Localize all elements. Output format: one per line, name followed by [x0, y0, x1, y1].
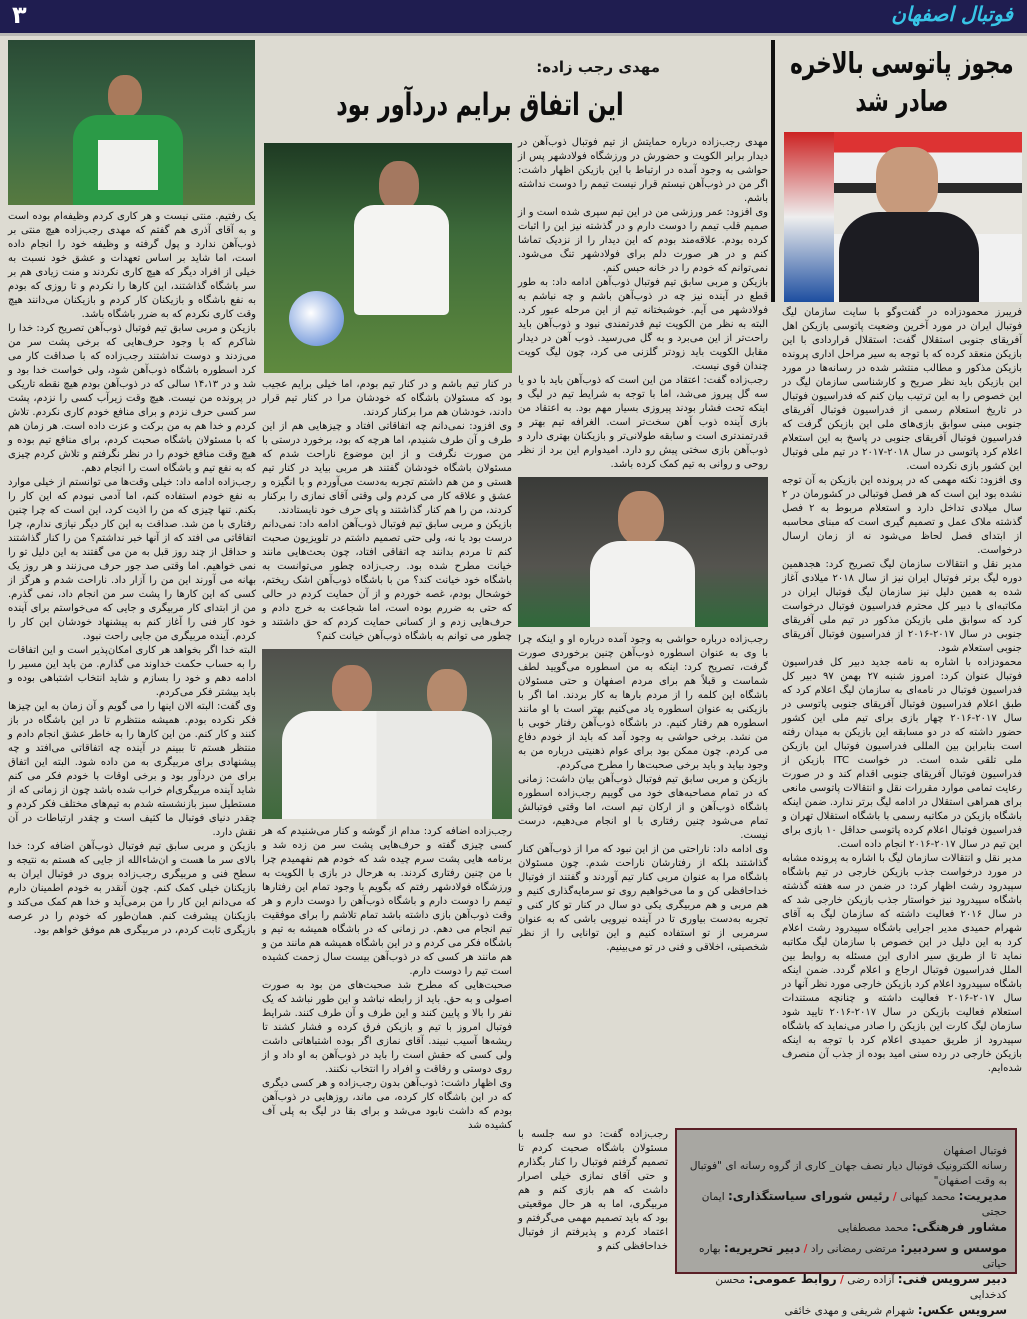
credit-label: دبیر سرویس فنی: [897, 1272, 1007, 1286]
credit-label: دبیر تحریریه: [723, 1241, 801, 1255]
credit-value: محمد کیهانی [900, 1191, 956, 1203]
paragraph: وی افزود: نمی‌دانم چه اتفاقاتی افتاد و چیزهایی هم از این طرف و آن طرف شنیدم، اما هرچه که بود، برخورد درستی با من صورت نگرفت و از این موضوع ناراحت شدم که مسئولان باشگاه خودشان گفتند هر مربی بیاید در کنار تیم هستی و من هم داشتم تجربه به‌دست می‌آوردم و با انگیزه و عشق و علاقه کار می کردم ولی وقتی آقای نمازی را برکنار کردند، من را هم کنار گذاشتند و پای حرف خود نایستادند. [262, 421, 512, 516]
article2-headline: این اتفاق برایم دردآور بود [336, 87, 624, 123]
article2-column-2-end [518, 1128, 668, 1278]
paragraph: در کنار تیم باشم و در کنار تیم بودم، اما خیلی برایم عجیب بود که مسئولان باشگاه که خودشان مرا در کنار تیم قرار دادند، خودشان هم مرا برکنار کردند. [262, 379, 512, 418]
paragraph: بازیکن و مربی سابق تیم فوتبال ذوب‌آهن ادامه داد: نمی‌دانم درست بود یا نه، ولی حتی تصمیم داشتم در تلویزیون صحبت کنم تا مردم بدانند چه اتفاقی افتاد، چون بحث‌هایی مانند خیانت مطرح شده بود. رجب‌زاده چطور می‌توانست به باشگاه خود خیانت کند؟ من با باشگاه ذوب‌آهن اشک ریختم، خوشحال بودم، غصه خوردم و از آن حمایت کردم در حالی که حتی به ضررم بوده است، اما شجاعت به خرج دادم و حرف‌هایی زدم و از کسانی حمایت کردم که حق داشتند و چطور می توانم به باشگاه ذوب‌آهن خیانت کنم؟ [262, 519, 512, 642]
credit-label: مشاور فرهنگی: [911, 1220, 1007, 1234]
credits-box [675, 1128, 1017, 1317]
separator: / [892, 1191, 897, 1203]
paragraph: بازیکن و مربی سابق تیم فوتبال ذوب‌آهن تصریح کرد: خدا را شاکرم که با وجود حرف‌هایی که برخی پشت سر من می‌زدند و دوست نداشتند رجب‌زاده که با صداقت کار می کرد اسطوره باشگاه ذوب‌آهن شود، ولی خواست خدا بود و شد و در ۱۴،۱۳ سالی که در ذوب‌آهن بودم هیچ نقطه تاریکی در پرونده من نیست. هیچ وقت زیرآب کسی را نزدم، پشت سر کسی حرف نزدم و برای منافع خودم کاری نکردم. تلاش کردم و خدا هم به من برکت و عزت داده است. هر زمان هم که با مسئولان باشگاه صحبت کردم، برای منافع تیم بوده و هیچ وقت منافع خودم را در نظر نگرفتم و تلاش کردم چیزی که به نفع تیم و باشگاه است را انجام دهم. [8, 323, 256, 474]
paragraph: وی افزود: عمر ورزشی من در این تیم سپری شده است و از صمیم قلب تیمم را دوست دارم و در گذشته نیز این را اثبات کرده بودم. علاقه‌مند بودم که این دیدار را از نزدیک تماشا کنم و در هر صورت دلم برای فولادشهر تنگ می‌شود. نمی‌توانم که خودم را در خانه حبس کنم. [518, 207, 768, 274]
paragraph: وی گفت: البته الان اینها را می گویم و آن زمان به این چیزها فکر نکرده بودم. همیشه منتظرم تا در این باشگاه در باز کنند و کار کنم. من این کارها را به خاطر عشق انجام دادم و منتظر هستم تا ببینم در آینده چه اتفاقاتی می‌افتد و چه پیشنهادی برای مربیگری به من داده شود. البته این اتفاق برای من دردآور بود و برخی اوقات با خودم فکر می کنم شاید آینده مربیگری‌ام خراب شده باشد چون از زمانی که از مستطیل سبز بازنشسته شدم به تیم‌های مختلف فکر کردم و چقدر دنیای فوتبال ما کثیف است و چقدر ارتباطات در آن نقش دارد. [8, 701, 256, 838]
player-kicking-ball-photo [264, 143, 512, 373]
credit-value: شهرام شریفی و مهدی خائفی [784, 1305, 915, 1317]
article1-body [782, 306, 1022, 1122]
paragraph: بازیکن و مربی سابق تیم فوتبال ذوب‌آهن ادامه داد: به طور قطع در آینده نیز چه در ذوب‌آهن باشم و چه نباشم به فولادشهر می آیم. خوشبختانه تیم از این مرحله عبور کرد. البته به نظر من الکویت تیم قدرتمندی نبود و ذوب‌آهن باید راحت‌تر از این می‌برد و به گل می‌رسید. ذوب آهن در دیدار مقابل الکویت باید زودتر گلزنی می کرد، چون لیگ کویت چندان قوی نیست. [518, 277, 768, 372]
credit-value: محمد مصطفایی [837, 1222, 909, 1234]
credit-label: مدیریت: [958, 1189, 1007, 1203]
article2-kicker: مهدی رجب زاده: [536, 58, 660, 76]
paragraph: مدیر نقل و انتقالات سازمان لیگ با اشاره به پرونده مشابه در مورد درخواست جذب بازیکن خارجی در تیم باشگاه سپیدرود رشت اظهار کرد: در ضمن در سه هفته گذشته باشگاه سپیدرود نیز خواستار جذب بازیکن خارجی شد که در سال ۲۰۱۶ فعالیت داشته که سازمان لیگ به آقای شهرام حمیدی مدیر اجرایی باشگاه سپیدرود رشت اعلام کرد به این دلیل در این خصوص با سازمان لیگ مکاتبه نماید تا از طریق سیر اداری این مسئله به روابط بین الملل فدراسیون فوتبال ارجاع و اعلام گردد. ضمن اینکه باشگاه سپیدرود اعلام کرد بازیکن خارجی مورد نظر آنها در سال ۲۰۱۷-۲۰۱۶ فعالیت داشته و چنانچه مستندات استعلام فعالیت بازیکن در سال ۲۰۱۷-۲۰۱۶ تایید شود سازمان لیگ کارت این بازیکن را صادر می‌نماید که باشگاه سپیدرود از طریق حمیدی اعلام کرد با توجه به اینکه بازیکن خارجی در رده سنی امید بوده از جذب آن منصرف شده‌ایم. [782, 853, 1022, 1074]
press-conference-photo [784, 132, 1022, 302]
column-divider [771, 40, 775, 302]
credit-label: روابط عمومی: [748, 1272, 837, 1286]
publication-description: رسانه الکترونیک فوتبال دیار نصف جهان_ کاری از گروه رسانه ای "فوتبال به وقت اصفهان" [689, 1160, 1007, 1187]
paragraph: بازیکن و مربی سابق تیم فوتبال ذوب‌آهن بیان داشت: زمانی که در تمام مصاحبه‌های خود می گوییم رجب‌زاده اسطوره باشگاه ذوب‌آهن و از ارکان تیم است، اما وقتی فوتبالش تمام می‌شود چنین رفتاری با او انجام می‌دهیم، درست نیست. [518, 774, 768, 841]
paragraph: رجب‌زاده ادامه داد: خیلی وقت‌ها می توانستم از خیلی موارد به نفع خودم استفاده کنم، اما آدمی نبودم که این کار را بکنم. تنها چیزی که من را اذیت کرد، این است که چرا چنین رفتاری با من شد. صداقت به این کار دیگر نیازی ندارم، چرا اتفاقاتی می افتد که از آنها خبر نداشتم؟ من را کنار گذاشتند و حداقل از چند روز قبل به من می گفتند به این دلیل تو را نمی خواهیم. اما وقتی صد جور حرف می‌زنند و هر روز یک بهانه می آورند این من را آزار داد. ناراحت شدم و هرگز از کسی که این کارها را پشت سر من انجام داد، نمی گذرم. من از ابتدای کار مربیگری و جایی که می‌خواستم برای آینده خود کار فنی را آغاز کنم به پیشنهاد خودشان این کار را کردم. آینده مربیگری من جایی راحت نبود. [8, 477, 256, 642]
players-embrace-photo [262, 649, 512, 819]
credit-value: بهاره حیاتی [699, 1243, 1007, 1270]
paragraph: رجب‌زاده گفت: اعتقاد من این است که ذوب‌آهن باید با دو یا سه گل پیروز می‌شد، اما با توجه به شرایط تیم در لیگ و اینکه تحت فشار بودند پیروزی بسیار مهم بود. به اعتقاد من بازی آینده ذوب آهن سخت‌تر است. الغرافه تیم بهتر و قدرتمندتری است و سابقه طولانی‌تر و بازیکنان بهتری دارد و ذوب‌آهن بازی سختی پیش رو دارد. امیدوارم این برد از نظر روحی و روانی به تیم کمک کرده باشد. [518, 375, 768, 470]
player-celebration-photo [8, 40, 255, 205]
paragraph: فریبرز محمودزاده در گفت‌وگو با سایت سازمان لیگ فوتبال ایران در مورد آخرین وضعیت پاتوسی بازیکن اهل آفریقای جنوبی استقلال گفت: استقلال قراردادی با این بازیکن منعقد کرده که با توجه به سیر مراحل اداری پرونده بازیکن مذکور و مطالب منتشر شده در رسانه‌ها در مورد این بازیکن باید نظر صریح و کارشناسی سازمان لیگ در این خصوص را به این ترتیب بیان کنم که فدراسیون فوتبال در تاریخ استعلام رسمی از فدراسیون فوتبال آفریقای جنوبی مبنی سوابق بازی‌های ملی این بازیکن گرفت که فدراسیون فوتبال آفریقای جنوبی در پاسخ به این استعلام اعلام کرد پاتوسی در سال ۲۰۱۸-۲۰۱۷ در تیم ملی فوتبال این کشور بازی نکرده است. [782, 307, 1022, 472]
separator: / [840, 1274, 844, 1286]
separator: / [803, 1243, 808, 1255]
credit-value: ایمان حجتی [701, 1191, 1007, 1218]
publication-logo: فوتبال اصفهان [891, 2, 1013, 26]
article2-column-3 [262, 378, 512, 1278]
article1-headline: مجوز پاتوسی بالاخره صادر شد [790, 46, 1014, 118]
paragraph: صحبت‌هایی که مطرح شد صحبت‌های من بود به صورت اصولی و به حق. باید از رابطه نباشد و این طور نباشد که یک نفر را بالا و پایین کنند و این طرف و آن طرف کنند. شرایط فوتبال امروز با تیم و بازیکن فرق کرده و فشار کشند تا ریشه‌ها آسیب نبیند. آقای نمازی اگر بوده اشتباهاتی داشت ولی کسی که حقش است را باید در ذوب‌آهن به او داد و از روی دوستی و رفاقت و افراد را انتخاب نکنند. [262, 980, 512, 1075]
credit-value: محسن کدخدایی [715, 1274, 1007, 1301]
paragraph: وی ادامه داد: ناراحتی من از این نبود که مرا از ذوب‌آهن کنار گذاشتند بلکه از رفتارشان ناراحت شدم. چون مسئولان باشگاه مرا به عنوان مربی کنار تیم آوردند و گفتند از فوتبال خداحافظی کن و ما می‌خواهیم روی تو سرمایه‌گذاری کنیم و هم مربی و هم مربیگری یکی دو سال در کنار تو کار کنی و تجربه به‌دست بیاوری تا در آینده نیرویی باشی که به عنوان سرمربی از تو استفاده کنیم و این توانایی را از نظر شخصیتی، اخلاقی و فنی در تو می‌بینیم. [518, 844, 768, 953]
credit-label: موسس و سردبیر: [900, 1241, 1007, 1255]
paragraph: مهدی رجب‌زاده درباره حمایتش از تیم فوتبال ذوب‌آهن در دیدار برابر الکویت و حضورش در ورزشگاه فولادشهر پس از حواشی به وجود آمده در ارتباط با این بازیکن اظهار داشت: اگر من در ذوب‌آهن نیستم قرار نیست تیمم را دوست نداشته باشم. [518, 137, 768, 204]
credit-value: آزاده رضی [847, 1274, 895, 1286]
page-number: ۳ [12, 1, 27, 29]
player-medal-photo [518, 477, 768, 627]
paragraph: بازیکن و مربی سابق تیم فوتبال ذوب‌آهن اضافه کرد: خدا بالای سر ما هست و ان‌شاءالله از جایی که هستم به نتیجه و سطح فنی و مربیگری رجب‌زاده بروی در فوتبال ایران به بازیکنان خیلی کمک کنم. چون آنقدر به خودم اطمینان دارم که می‌دانم این کار را من برمی‌آید و خدا هم کمک می‌کند و بازیکنان پیشرفت کنم. همان‌طور که خودم را در عرصه بازیگری ثابت کردم، در مربیگری هم موفق خواهم بود. [8, 841, 256, 936]
paragraph: رجب‌زاده گفت: دو سه جلسه با مسئولان باشگاه صحبت کردم تا تصمیم گرفتم فوتبال را کنار بگذارم و حتی آقای نمازی خیلی اصرار داشت که هم بازی کنم و هم مربیگری، اما به هر حال موقعیتی بود که باید تصمیم مهمی می‌گرفتم و اعتماد کردم و پذیرفتم از فوتبال خداحافظی کنم و [518, 1129, 668, 1252]
paragraph: مدیر نقل و انتقالات سازمان لیگ تصریح کرد: هجدهمین دوره لیگ برتر فوتبال ایران نیز از سال ۲۰۱۸ میلادی آغاز شده به همین دلیل نیز سازمان لیگ فوتبال ایران در مکاتبه‌ای با دبیر کل محترم فدراسیون فوتبال درخواست کرد که سوابق ملی بازیکن مذکور در تیم ملی آفریقای جنوبی در سال ۲۰۱۷-۲۰۱۶ از فدراسیون فوتبال آفریقای جنوبی استعلام شود. [782, 559, 1023, 654]
paragraph: البته خدا اگر بخواهد هر کاری امکان‌پذیر است و این اتفاقات را به حساب حکمت خداوند می گذارم. من باید این مسیر را ادامه دهم و خود را بسازم و شاید انتخاب اشتباهی بوده و باید بیشتر فکر می‌کردم. [8, 645, 256, 698]
article2-column-2 [518, 136, 768, 1124]
paragraph: یک رفتیم. منتی نیست و هر کاری کردم وظیفه‌ام بوده است و به آقای آذری هم گفتم که مهدی رجب‌زاده هیچ منتی بر ذوب‌آهن ندارد و پول گرفته و وظیفه خود را انجام داده است، اما شاید بر اساس تعهدات و عشق خود نسبت به خیلی از افراد دیگر که هیچ کاری نکردند و منت زیادی هم بر سر باشگاه گذاشتند، این کارها را نکردم و تا روزی که بودم به نفع باشگاه و بازیکنان کار کردم و بازیکنان می‌دانند هیچ وقت کاری نکردم که به ضرر باشگاه باشد. [8, 211, 256, 320]
credit-label: رئیس شورای سیاستگذاری: [727, 1189, 890, 1203]
paragraph: رجب‌زاده درباره حواشی به وجود آمده درباره او و اینکه چرا با وی به عنوان اسطوره ذوب‌آهن چنین برخوردی صورت گرفت، تصریح کرد: اینکه به من اسطوره می‌گویید لطف شماست و قبلاً هم برای مردم اصفهان و حتی مسئولان باشگاه این کلمه را از مردم بارها به کار بردند. اما اگر با بازیکنی به عنوان اسطوره یاد می‌کنیم بهتر است با او مانند اسطوره هم رفتار کنیم. در باشگاه ذوب‌آهن رفتار خوبی با من نشد. برخی حواشی به وجود آمد که باید از خودم دفاع می کردم. چون ممکن بود برای عوام ذهنیتی درباره من به وجود بیاید و باید برخی صحبت‌ها را مطرح می‌کردم. [518, 634, 768, 771]
paragraph: وی افزود: نکته مهمی که در پرونده این بازیکن به آن توجه نشده بود این است که هر فصل فوتبالی در کشورمان در ۲ سال میلادی تداخل دارد و استعلام مربوط به ۲ فصل گذشته ملاک عمل و تصمیم گیری است که مبنای محاسبه از ابتدای فصل لحاظ می‌شود نه از زمان ارسال درخواست. [782, 475, 1022, 556]
masthead-bar [0, 0, 1027, 36]
credit-label: سرویس عکس: [917, 1303, 1007, 1317]
paragraph: وی اظهار داشت: ذوب‌آهن بدون رجب‌زاده و هر کسی دیگری که در این باشگاه کار کرده، می ماند، روزهایی در ذوب‌آهن بودم که داشت نابود می‌شد و برای بقا در لیگ به پلی آف کشیده شد [262, 1078, 512, 1131]
paragraph: محمودزاده با اشاره به نامه جدید دبیر کل فدراسیون فوتبال عنوان کرد: امروز شنبه ۲۷ بهمن ۹۷ دبیر کل فدراسیون فوتبال در نامه‌ای به سازمان لیگ اعلام کرد که طبق اعلام فدراسیون فوتبال آفریقای جنوبی پاتوسی در سال ۲۰۱۷-۲۰۱۶ چهار بازی برای تیم ملی این کشور حضور داشته که در دو مسابقه این بازیکن به میدان رفته است بنابراین بین المللی فدراسیون فوتبال این بازیکن ملی تلقی شده است. در خواست ITC بازیکن از فدراسیون فوتبال آفریقای جنوبی اقدام کند و در صورت رعایت تمامی موارد مقررات نقل و انتقالات پاتوسی مانعی برای همراهی استقلال در ادامه لیگ برتر ندارد. ضمن اینکه باشگاه بازیکن در مکاتبه رسمی با باشگاه استقلال تهران و فدراسیون فوتبال اعلام کرده پاتوسی حداقل ۱۰ بازی برای این تیم در سال ۲۰۱۷-۲۰۱۶ انجام داده است. [782, 657, 1023, 850]
paragraph: رجب‌زاده اضافه کرد: مدام از گوشه و کنار می‌شنیدم که هر کسی چیزی گفته و حرف‌هایی پشت سر من زده شد و برنامه هایی پشت سرم چیده شد که خودم هم نفهمیدم چرا با من چنین رفتاری کردند. به هرحال در بازی با الکویت به ورزشگاه فولادشهر رفتم که بگویم با وجود تمام این رفتارها تیمم را دوست دارم و باشگاه ذوب‌آهن را دوست دارم و هر وقت ذوب‌آهن بازی داشته باشد تمام تلاشم را برای موفقیت تیم انجام می دهم. در زمانی که در باشگاه همیشه به تیم و باشگاه فکر می کردم و در این باشگاه همیشه هم مانند من و هم مانند هر کسی که در ذوب‌آهن بیست سال زحمت کشیده است تیم را دوست دارم. [262, 826, 512, 977]
credit-value: مرتضی رمضانی راد [810, 1243, 898, 1255]
publication-name: فوتبال اصفهان [943, 1145, 1007, 1157]
article2-column-4 [8, 210, 256, 1278]
